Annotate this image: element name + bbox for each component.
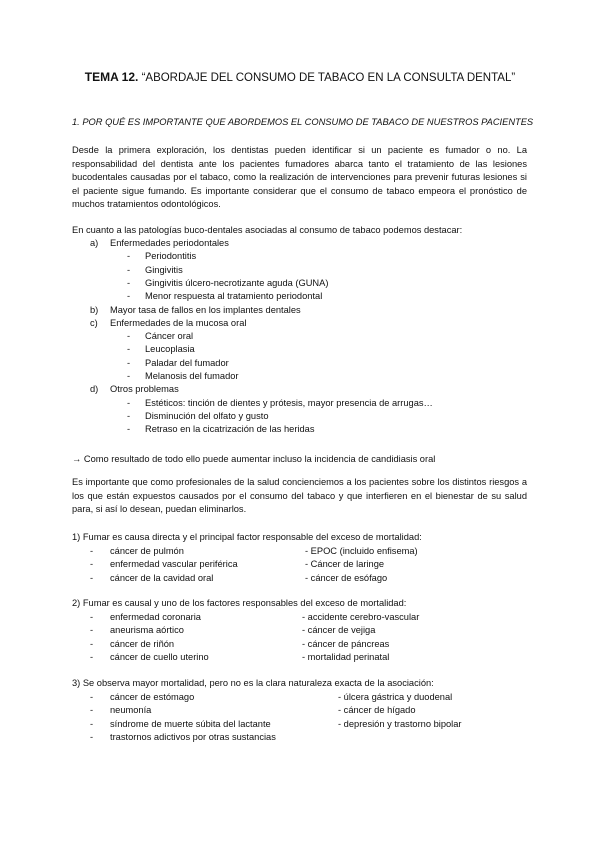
list-item-left: trastornos adictivos por otras sustancias [110, 731, 276, 742]
list-bullet: - [127, 277, 131, 288]
list-bullet: - [127, 344, 131, 355]
list-bullet: - [127, 291, 131, 302]
list-item-left: enfermedad coronaria [110, 612, 201, 622]
group-label: Mayor tasa de fallos en los implantes dentales [110, 304, 301, 315]
group-label: Enfermedades de la mucosa oral [110, 317, 247, 328]
list-bullet: - [127, 424, 131, 435]
list-bullet: - [127, 397, 131, 408]
group-item: Paladar del fumador [145, 357, 229, 368]
list-item-right: - accidente cerebro-vascular [302, 612, 420, 622]
list-item-right: - cáncer de hígado [338, 705, 416, 716]
list-bullet: - [90, 625, 94, 636]
list-item-left: cáncer de cuello uterino [110, 651, 209, 662]
group-item: Disminución del olfato y gusto [145, 410, 269, 421]
list-bullet: - [90, 612, 94, 622]
list-bullet: - [90, 559, 94, 570]
list-bullet: - [90, 546, 94, 556]
list1-heading: 1) Fumar es causa directa y el principal factor responsable del exceso de mortalidad: [72, 532, 422, 542]
page-title [0, 70, 600, 84]
list-bullet: - [127, 357, 131, 368]
list-item-left: enfermedad vascular periférica [110, 559, 238, 570]
list-bullet: - [127, 371, 131, 381]
list-bullet: - [90, 718, 94, 729]
group-item: Estéticos: tinción de dientes y prótesis, mayor presencia de arrugas… [145, 397, 433, 408]
list-bullet: - [127, 410, 131, 421]
list-bullet: - [90, 731, 94, 742]
arrow-note: → Como resultado de todo ello puede aumentar incluso la incidencia de candidiasis oral [72, 454, 436, 464]
list3-heading: 3) Se observa mayor mortalidad, pero no es la clara naturaleza exacta de la asociación: [72, 678, 434, 688]
list-bullet: - [90, 651, 94, 662]
group-label: Enfermedades periodontales [110, 238, 229, 248]
list-item-right: - cáncer de páncreas [302, 638, 390, 649]
list-bullet: - [90, 638, 94, 649]
title-text: “ABORDAJE DEL CONSUMO DE TABACO EN LA CONSULTA DENTAL” [138, 72, 516, 84]
list-item-right: - mortalidad perinatal [302, 651, 390, 662]
section-heading: 1. POR QUÉ ES IMPORTANTE QUE ABORDEMOS EL CONSUMO DE TABACO DE NUESTROS PACIENTES [72, 117, 534, 127]
list-bullet: - [90, 572, 94, 583]
list-item-right: - cáncer de vejiga [302, 625, 376, 636]
list-bullet: - [90, 692, 94, 702]
title-prefix: TEMA 12. [84, 70, 139, 84]
list-item-right: - Cáncer de laringe [305, 559, 385, 570]
patologias-intro: En cuanto a las patologías buco-dentales asociadas al consumo de tabaco podemos destacar: [72, 225, 463, 235]
list-item-right: - EPOC (incluido enfisema) [305, 546, 418, 556]
concienciar-paragraph: Es importante que como profesionales de la salud concienciemos a los pacientes sobre los distintos riesgos a los que están expuestos causados por el consumo del tabaco y que interfieren en el bienestar de su salud para, si así lo desean, puedan eliminarlos. [72, 477, 527, 515]
list-item-left: cáncer de estómago [110, 692, 195, 702]
group-item: Gingivitis úlcero-necrotizante aguda (GUNA) [145, 277, 329, 288]
intro-paragraph: Desde la primera exploración, los dentistas pueden identificar si un paciente es fumador o no. La responsabilidad del dentista ante los pacientes fumadores abarca tanto el tratamiento de las lesiones bucodentales causadas por el tabaco, como la realización de intervenciones para prevenir futuras lesiones si el paciente sigue fumando. Es importante considerar que el consumo de tabaco empeora el pronóstico de muchos tratamientos odontológicos. [72, 145, 527, 210]
group-letter: c) [90, 317, 98, 328]
list-item-right: - cáncer de esófago [305, 572, 388, 583]
list-bullet: - [90, 705, 94, 716]
list-bullet: - [127, 331, 131, 342]
group-item: Melanosis del fumador [145, 371, 239, 381]
group-item: Periodontitis [145, 251, 197, 262]
list-item-right: - úlcera gástrica y duodenal [338, 692, 453, 702]
group-item: Menor respuesta al tratamiento periodontal [145, 291, 323, 302]
group-item: Cáncer oral [145, 331, 194, 342]
group-item: Leucoplasia [145, 344, 195, 355]
list-item-left: neumonía [110, 705, 152, 716]
list-item-left: aneurisma aórtico [110, 625, 184, 636]
list-bullet: - [127, 251, 131, 262]
group-letter: a) [90, 238, 99, 248]
list-item-left: cáncer de pulmón [110, 546, 184, 556]
group-item: Gingivitis [145, 264, 183, 275]
list2-heading: 2) Fumar es causal y uno de los factores responsables del exceso de mortalidad: [72, 598, 407, 608]
list-bullet: - [127, 264, 131, 275]
list-item-left: cáncer de la cavidad oral [110, 572, 214, 583]
group-letter: d) [90, 384, 99, 395]
list-item-left: síndrome de muerte súbita del lactante [110, 718, 271, 729]
group-letter: b) [90, 304, 99, 315]
group-label: Otros problemas [110, 384, 179, 395]
list-item-left: cáncer de riñón [110, 638, 175, 649]
list-item-right: - depresión y trastorno bipolar [338, 718, 462, 729]
group-item: Retraso en la cicatrización de las heridas [145, 424, 315, 435]
